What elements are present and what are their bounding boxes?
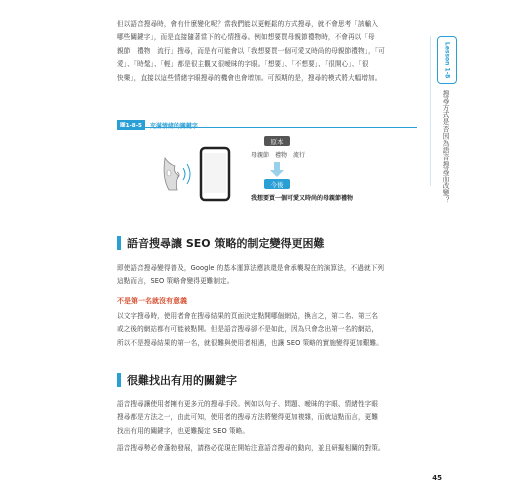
intro-line: 親節 禮物 流行」搜尋，而是有可能會以「我想要買一個可愛又時尚的母親節禮物」，「可 [117, 46, 385, 55]
section1-body [117, 262, 417, 289]
sidebar-divider [430, 36, 431, 186]
body-line: 語音搜尋讓使用者擁有更多元的搜尋手段。例如以句子、問題、曖昧的字眼、情緒性字眼 [117, 400, 379, 408]
lesson-label: Lesson 1-8 [443, 41, 451, 79]
before-query: 母親節 禮物 流行 [251, 152, 306, 159]
body-line: 語音搜尋勢必會蓬勃發展，請務必從現在開始注意語音搜尋的動向，並且研擬相關的對策。 [117, 444, 385, 453]
figure-title: 充滿情緒的關鍵字 [149, 122, 198, 130]
section1-sub-body [117, 310, 417, 350]
section-title: 很難找出有用的關鍵字 [127, 374, 237, 387]
section-heading-2 [117, 372, 237, 388]
intro-line: 哪些關鍵字」，而是直接隨著當下的心情搜尋。例如想要買母親節禮物時，不會再以「母 [117, 33, 375, 42]
body-line: 這點而言，SEO 策略會變得更難制定。 [117, 277, 234, 286]
body-line: 或之後的網站都有可能被點開。但是語音搜尋卻不是如此，因為只會念出第一名的網站， [117, 325, 379, 334]
intro-line: 快樂」，直接以這些情緒字眼搜尋的機會也會增加。可預期的是，搜尋的模式將大幅增加。 [117, 73, 382, 82]
face-icon [164, 158, 179, 190]
before-label: 原本 [270, 138, 284, 146]
arrow-down-icon [270, 162, 284, 177]
body-line: 即使語音搜尋變得普及，Google 的基本運算法應該還是會承襲現在的演算法，不過就下列 [117, 264, 385, 272]
after-query: 我想要買一個可愛又時尚的母親節禮物 [251, 195, 354, 202]
section2-body [117, 398, 417, 456]
intro-paragraph [117, 18, 417, 85]
section-heading-1 [117, 235, 324, 251]
section-bar [117, 236, 121, 250]
lesson-badge [437, 36, 457, 84]
phone-icon [201, 148, 229, 200]
page-number: 45 [432, 474, 442, 482]
section-bar [117, 373, 121, 387]
body-line: 以文字搜尋時，使用者會在搜尋結果的頁面決定點開哪個網站，換言之，第二名、第三名 [117, 312, 379, 320]
sidebar-title: 搜尋方式是否因為語音搜尋而改變？ [441, 90, 449, 204]
section-title: 語音搜尋讓 SEO 策略的制定變得更困難 [127, 237, 325, 250]
intro-line: 但以語音搜尋時，會有什麼變化呢？當我們能以更輕鬆的方式搜尋，就不會思考「該輸入 [117, 20, 379, 28]
figure-tag: 圖1-8-5 [117, 120, 145, 130]
after-label: 今後 [270, 181, 284, 189]
body-line: 找出有用的關鍵字，也更難擬定 SEO 策略。 [117, 426, 250, 435]
intro-line: 愛」、「時髦」、「輕」都是很主觀又很曖昧的字眼。「想要」、「不想要」、「很開心」、「很 [117, 60, 369, 69]
subheading: 不是第一名就沒有意義 [117, 297, 187, 305]
figure-box [117, 127, 417, 208]
body-line: 搜尋都是方法之一，由此可知，使用者的搜尋方法將變得更加複雜，而就這點而言，更難 [117, 413, 379, 422]
sound-wave-icon [183, 164, 190, 184]
figure-illustration [117, 128, 417, 208]
body-line: 所以不是搜尋結果的第一名，就很難與使用者相遇，也讓 SEO 策略的實施變得更加艱難。 [117, 338, 383, 347]
